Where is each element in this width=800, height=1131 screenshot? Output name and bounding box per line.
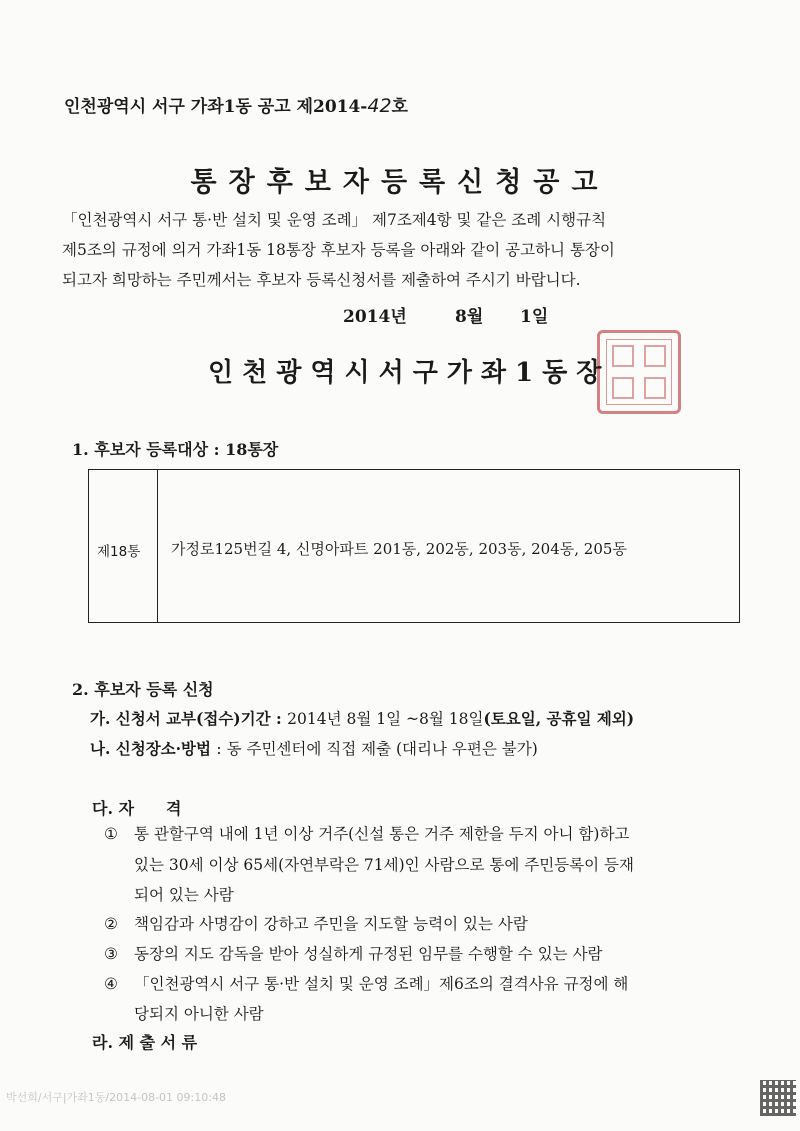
qualification-2-number: ② [104, 915, 118, 933]
qualification-item-4 [104, 972, 628, 994]
seal-pattern [606, 339, 672, 405]
qualifications-heading: 다. 자 격 [92, 799, 182, 818]
application-period-value: 2014년 8월 1일 ~8월 18일 [287, 710, 484, 728]
document-title: 통장후보자등록신청공고 [190, 167, 610, 198]
qualification-1-line-3: 되어 있는 사람 [134, 886, 234, 904]
target-table [88, 469, 740, 623]
qualification-3-line-1: 동장의 지도 감독을 받아 성실하게 규정된 임무를 수행할 수 있는 사람 [134, 945, 603, 963]
table-value: 가정로125번길 4, 신명아파트 201동, 202동, 203동, 204동, 205동 [171, 540, 627, 558]
qualification-4-number: ④ [104, 975, 118, 993]
qualification-1-line-1: 통 관할구역 내에 1년 이상 거주(신설 통은 거주 제한을 두지 아니 함)하고 [134, 825, 630, 843]
qualification-1-number: ① [104, 825, 118, 843]
table-divider [157, 470, 158, 622]
documents-heading: 라. 제 출 서 류 [92, 1033, 198, 1052]
application-period-note: (토요일, 공휴일 제외) [483, 709, 635, 728]
application-place-label: 나. 신청장소·방법 [90, 739, 212, 758]
intro-line-2: 제5조의 규정에 의거 가좌1동 18통장 후보자 등록을 아래와 같이 공고하니 통장이 [62, 241, 615, 259]
print-footer: 박선희/서구|가좌1동/2014-08-01 09:10:48 [6, 1091, 226, 1104]
table-label: 제18통 [97, 544, 141, 560]
notice-number-suffix: 호 [391, 97, 408, 117]
date-day: 1일 [520, 307, 549, 327]
notice-number-prefix: 인천광역시 서구 가좌1동 공고 제2014- [64, 97, 368, 117]
qualification-item-3 [104, 942, 603, 964]
qualification-item-1 [104, 822, 629, 844]
issuer-name: 인천광역시서구가좌1동장 [208, 358, 611, 388]
qualification-1-line-2: 있는 30세 이상 65세(자연부락은 71세)인 사람으로 통에 주민등록이 등재 [134, 856, 634, 874]
date-year: 2014년 [343, 307, 407, 327]
notice-number [64, 92, 408, 117]
qualification-item-2 [104, 912, 528, 934]
application-period [90, 707, 634, 729]
qualification-4-line-1: 「인천광역시 서구 통·반 설치 및 운영 조례」제6조의 결격사유 규정에 해 [134, 975, 629, 993]
date-month: 8월 [455, 307, 484, 327]
qr-code-icon [760, 1080, 796, 1116]
qualification-2-line-1: 책임감과 사명감이 강하고 주민을 지도할 능력이 있는 사람 [134, 915, 528, 933]
intro-line-1: 「인천광역시 서구 통·반 설치 및 운영 조례」 제7조제4항 및 같은 조례 시행규칙 [62, 211, 607, 229]
application-place [90, 737, 538, 759]
application-period-label: 가. 신청서 교부(접수)기간 : [90, 709, 282, 728]
qualification-3-number: ③ [104, 945, 118, 963]
notice-number-handwritten: 42 [367, 95, 392, 117]
qualification-4-line-2: 당되지 아니한 사람 [134, 1005, 264, 1023]
section-2-heading: 2. 후보자 등록 신청 [72, 680, 214, 699]
section-1-heading: 1. 후보자 등록대상 : 18통장 [72, 440, 279, 459]
intro-line-3: 되고자 희망하는 주민께서는 후보자 등록신청서를 제출하여 주시기 바랍니다. [62, 271, 581, 289]
application-place-value: : 동 주민센터에 직접 제출 (대리나 우편은 불가) [216, 740, 538, 758]
